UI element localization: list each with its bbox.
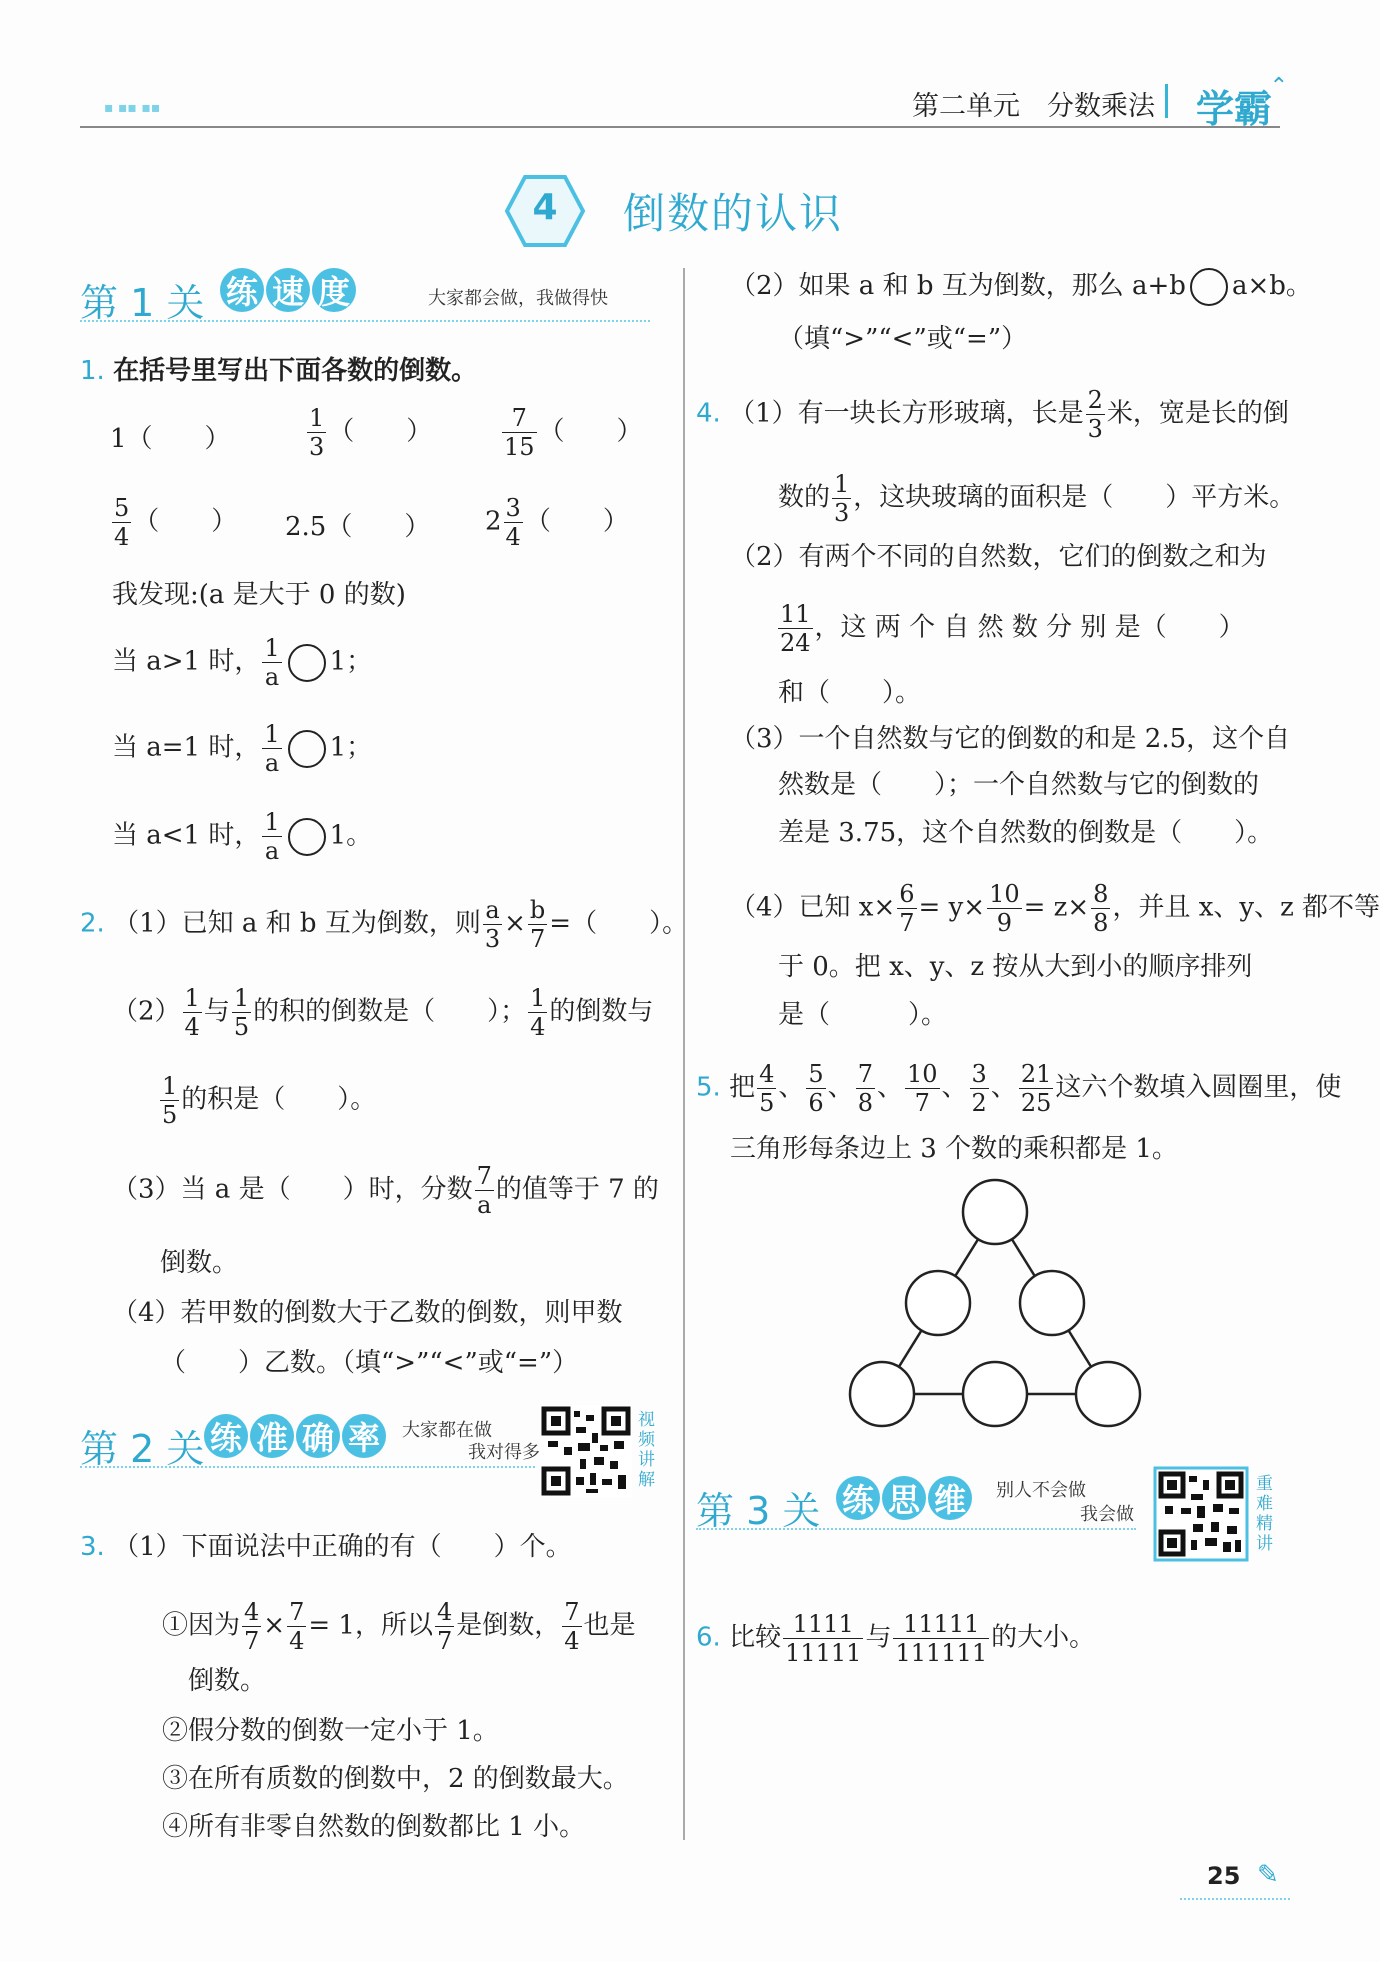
pencil-icon: ✎ (1257, 1860, 1279, 1890)
q4-part-2-cont: $\frac{11}{24}$ ，这 两 个 自 然 数 分 别 是（ ） (780, 600, 1245, 657)
section-badge (204, 1414, 388, 1458)
q4-part-4: （4）已知 x× $\frac{6}{7}$ = y× $\frac{10}{9}$ = z× $\frac{8}{8}$ ，并且 x、y、z 都不等 (730, 880, 1380, 937)
item-text: 1（ ） (110, 424, 231, 454)
badge-char: 度 (312, 268, 356, 312)
q1-case-1: 当 a>1 时， $\frac{1}{a}$ 1； (112, 634, 373, 691)
q4-part-1-cont: 数的 $\frac{1}{3}$ ，这块玻璃的面积是（ ）平方米。 (778, 470, 1296, 527)
page-number-underline (1180, 1898, 1290, 1900)
q3-part-2: （2）如果 a 和 b 互为倒数，那么 a+b a×b。 (730, 268, 1312, 306)
q5-text: 5. 把 $\frac{4}{5}$ 、 $\frac{5}{6}$ 、 $\frac{7}{8}$ 、 $\frac{10}{7}$ 、 $\frac{3}{2}$ 、 $\frac{21}{25}$ 这六个数填入圆圈里，使 (696, 1060, 1342, 1117)
section-1-header (80, 268, 650, 328)
q1-item: 2 $\frac{3}{4}$ （ ） (485, 494, 629, 551)
q2-part-2: （2） $\frac{1}{4}$ 与 $\frac{1}{5}$ 的积的倒数是（ ）； $\frac{1}{4}$ 的倒数与 (112, 984, 654, 1041)
section-label: 第 3 关 (696, 1489, 821, 1533)
qr-caption: 视频讲解 (638, 1410, 655, 1490)
triangle-circle-diagram (840, 1172, 1150, 1434)
q4-part-2-cont2: 和（ ）。 (778, 678, 922, 708)
q1-item: $\frac{7}{15}$ （ ） (504, 404, 643, 461)
brand-logo: 学霸 (1195, 87, 1272, 131)
answer-circle[interactable] (288, 818, 326, 856)
section-badge (836, 1476, 974, 1520)
page-number: 25 (1207, 1862, 1241, 1890)
graduation-cap-icon: ⌃ (1269, 74, 1288, 99)
unit-title: 第二单元 (912, 91, 1020, 122)
q6-text: 6. 比较 $\frac{1111}{11111}$ 与 $\frac{11111}{111111}$ 的大小。 (696, 1610, 1096, 1667)
q4-part-1: 4. （1）有一块长方形玻璃，长是 $\frac{2}{3}$ 米，宽是长的倒 (696, 386, 1289, 443)
q1-case-2: 当 a=1 时， $\frac{1}{a}$ 1； (112, 720, 373, 777)
answer-circle[interactable] (906, 1271, 970, 1335)
q2-part-3-cont: 倒数。 (160, 1248, 239, 1278)
badge-char: 维 (928, 1476, 972, 1520)
badge-char: 确 (296, 1414, 340, 1458)
q1-item (285, 510, 430, 544)
section-label: 第 1 关 (80, 281, 205, 325)
section-slogan: 大家都在做 (402, 1420, 492, 1441)
q2-part-2-cont: $\frac{1}{5}$ 的积是（ ）。 (162, 1072, 377, 1129)
q1-item: $\frac{5}{4}$ （ ） (114, 494, 238, 551)
section-label: 第 2 关 (80, 1427, 205, 1471)
q3-part-2-cont: （填“>”“<”或“=”） (778, 324, 1028, 354)
section-badge (220, 268, 358, 312)
q4-part-4-cont2: 是（ ）。 (778, 1000, 948, 1030)
q1-case-3: 当 a<1 时， $\frac{1}{a}$ 1。 (112, 808, 373, 865)
q3-statement-1-cont: 倒数。 (188, 1666, 267, 1696)
column-divider (683, 268, 685, 1840)
q2-part-4-cont: （ ）乙数。（填“>”“<”或“=”） (160, 1348, 579, 1378)
q1-title (80, 354, 477, 388)
qr-code-icon[interactable] (540, 1405, 632, 1497)
lesson-number: 4 (532, 187, 558, 228)
badge-char: 速 (266, 268, 310, 312)
q3-statement-3: ③在所有质数的倒数中，2 的倒数最大。 (162, 1764, 629, 1794)
answer-circle[interactable] (1020, 1271, 1084, 1335)
question-text: 在括号里写出下面各数的倒数。 (113, 356, 478, 386)
page-header (80, 74, 1288, 131)
section-slogan: 我会做 (1080, 1504, 1134, 1525)
q4-part-3-cont: 然数是（ ）；一个自然数与它的倒数的 (778, 770, 1260, 800)
qr-caption: 重难精讲 (1256, 1474, 1273, 1554)
item-text: 2.5（ ） (285, 512, 431, 542)
q4-part-3: （3）一个自然数与它的倒数的和是 2.5，这个自 (730, 724, 1291, 754)
section-slogan: 大家都会做，我做得快 (428, 288, 608, 309)
q3-statement-4: ④所有非零自然数的倒数都比 1 小。 (162, 1812, 586, 1842)
section-underline (696, 1528, 1136, 1530)
q2-part-1: 2. （1）已知 a 和 b 互为倒数，则 $\frac{a}{3}$ × $\frac{b}{7}$ =（ ）。 (80, 896, 689, 953)
q3-statement-1: ①因为 $\frac{4}{7}$ × $\frac{7}{4}$ = 1，所以 $\frac{4}{7}$ 是倒数， $\frac{7}{4}$ 也是 (162, 1598, 636, 1655)
fraction: $\frac{5}{4}$ (114, 494, 130, 551)
section-underline (80, 1466, 535, 1468)
header-decoration: ▪ ▪▪ ▪▪ (104, 100, 161, 116)
q2-part-3: （3）当 a 是（ ）时，分数 $\frac{7}{a}$ 的值等于 7 的 (112, 1162, 659, 1219)
q4-part-4-cont: 于 0。把 x、y、z 按从大到小的顺序排列 (778, 952, 1253, 982)
answer-circle[interactable] (963, 1180, 1027, 1244)
section-slogan: 我对得多 (468, 1442, 540, 1463)
answer-circle[interactable] (850, 1362, 914, 1426)
q5-text-cont: 三角形每条边上 3 个数的乘积都是 1。 (730, 1134, 1178, 1164)
badge-char: 练 (204, 1414, 248, 1458)
badge-char: 练 (220, 268, 264, 312)
badge-char: 练 (836, 1476, 880, 1520)
q3-part-1: 3. （1）下面说法中正确的有（ ）个。 (80, 1532, 572, 1562)
question-number: 1. (80, 356, 105, 386)
fraction: $\frac{1}{3}$ (309, 404, 325, 461)
badge-char: 率 (342, 1414, 386, 1458)
section-underline (80, 320, 650, 322)
qr-code-icon[interactable] (1155, 1468, 1247, 1560)
section-3-header (696, 1476, 1136, 1536)
q1-discover: 我发现:(a 是大于 0 的数) (112, 580, 406, 610)
q4-part-2: （2）有两个不同的自然数，它们的倒数之和为 (730, 542, 1267, 572)
badge-char: 思 (882, 1476, 926, 1520)
answer-circle[interactable] (1076, 1362, 1140, 1426)
q1-item (110, 422, 231, 456)
answer-circle[interactable] (288, 644, 326, 682)
topic-title: 分数乘法 (1047, 91, 1155, 122)
q4-part-3-cont2: 差是 3.75，这个自然数的倒数是（ ）。 (778, 818, 1274, 848)
fraction: $\frac{3}{4}$ (505, 494, 521, 551)
badge-char: 准 (250, 1414, 294, 1458)
fraction: $\frac{7}{15}$ (504, 404, 535, 461)
section-slogan: 别人不会做 (996, 1480, 1086, 1501)
q3-statement-2: ②假分数的倒数一定小于 1。 (162, 1716, 499, 1746)
answer-circle[interactable] (288, 730, 326, 768)
answer-circle[interactable] (1190, 268, 1228, 306)
header-separator (1165, 84, 1168, 118)
q2-part-4: （4）若甲数的倒数大于乙数的倒数，则甲数 (112, 1298, 623, 1328)
answer-circle[interactable] (963, 1362, 1027, 1426)
q1-item: $\frac{1}{3}$ （ ） (309, 404, 433, 461)
lesson-title: 倒数的认识 (623, 189, 844, 238)
